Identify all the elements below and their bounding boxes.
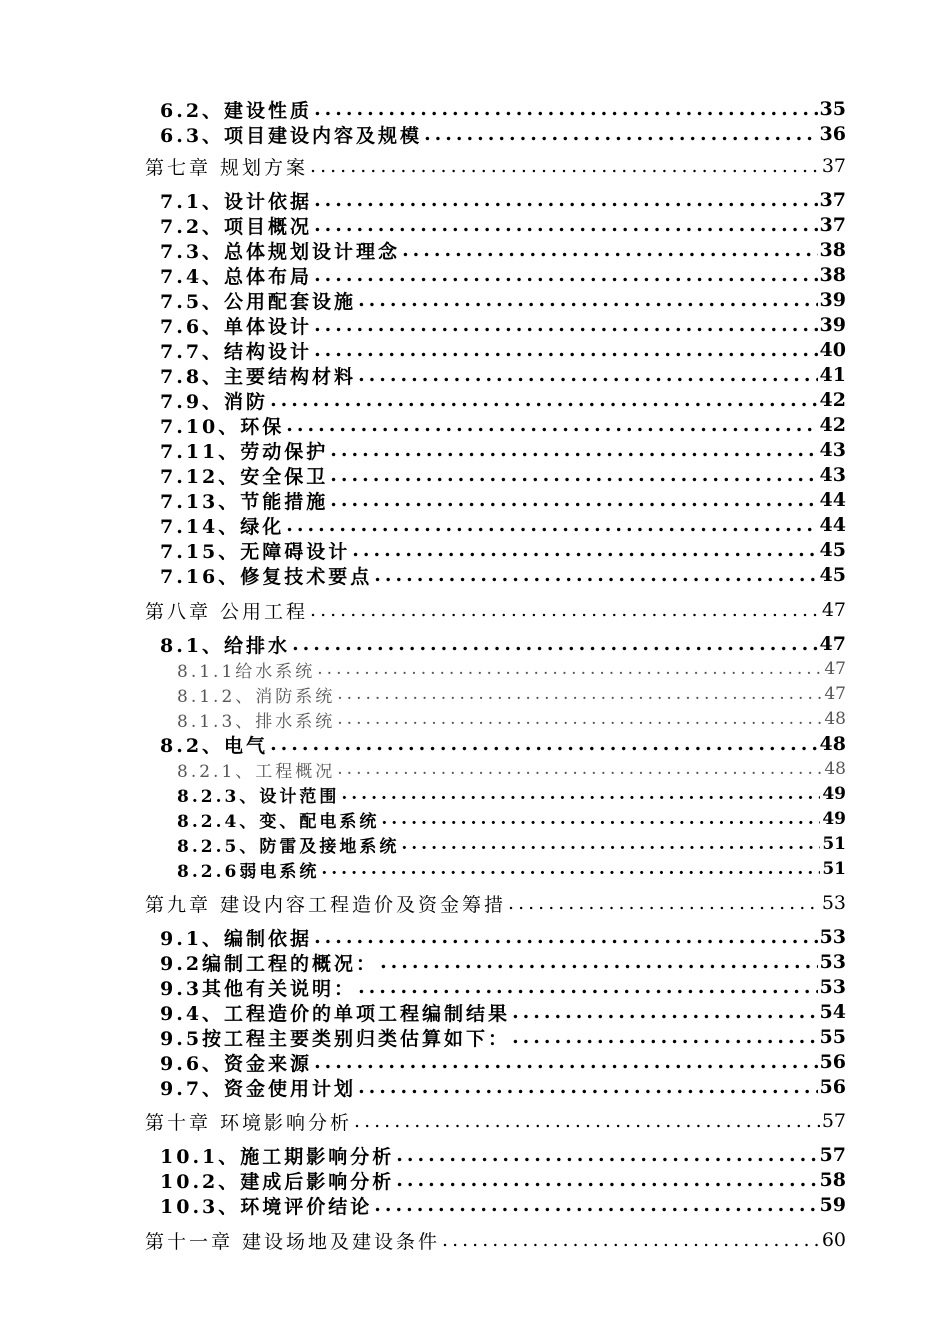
toc-entry-title: 10.3、环境评价结论: [160, 1195, 373, 1218]
toc-dot-leader: [286, 514, 817, 536]
toc-dot-leader: [270, 733, 817, 755]
toc-entry[interactable]: [0, 388, 950, 412]
toc-page-number: 60: [821, 1229, 846, 1251]
toc-page-number: 47: [824, 659, 846, 679]
toc-entry[interactable]: [0, 1000, 950, 1024]
toc-chapter-entry[interactable]: [0, 1109, 950, 1133]
toc-entry-title: 7.3、总体规划设计理念: [160, 240, 401, 263]
toc-page-number: 49: [822, 784, 846, 804]
toc-page-number: 55: [819, 1026, 846, 1048]
toc-dot-leader: [396, 1144, 817, 1166]
toc-entry-title: 第十一章 建设场地及建设条件: [145, 1230, 441, 1253]
toc-dot-leader: [374, 1194, 817, 1216]
toc-dot-leader: [401, 834, 820, 854]
toc-dot-leader: [508, 892, 820, 914]
toc-entry[interactable]: [0, 1193, 950, 1217]
toc-entry-title: 6.3、项目建设内容及规模: [160, 124, 423, 147]
toc-entry-title: 8.2.3、设计范围: [177, 786, 340, 807]
toc-dot-leader: [396, 1169, 817, 1191]
toc-page-number: 36: [819, 123, 846, 145]
toc-page-number: 48: [824, 759, 846, 779]
toc-dot-leader: [310, 155, 820, 177]
toc-entry[interactable]: [0, 1050, 950, 1074]
toc-entry-title: 7.4、总体布局: [160, 265, 313, 288]
toc-entry-title: 9.3其他有关说明：: [160, 977, 357, 1000]
toc-page-number: 45: [819, 539, 846, 561]
toc-dot-leader: [317, 659, 822, 679]
toc-page-number: 48: [824, 709, 846, 729]
toc-entry[interactable]: [0, 807, 950, 831]
toc-dot-leader: [314, 314, 817, 336]
toc-dot-leader: [337, 709, 822, 729]
toc-entry-title: 8.2.1、工程概况: [177, 761, 336, 782]
toc-page-number: 41: [819, 364, 846, 386]
toc-dot-leader: [330, 439, 817, 461]
toc-page-number: 56: [819, 1076, 846, 1098]
toc-entry-title: 9.4、工程造价的单项工程编制结果: [160, 1002, 511, 1025]
toc-page-number: 44: [819, 489, 846, 511]
toc-entry-title: 7.8、主要结构材料: [160, 365, 357, 388]
toc-dot-leader: [314, 1051, 817, 1073]
toc-page-number: 40: [819, 339, 846, 361]
toc-dot-leader: [402, 239, 817, 261]
toc-entry[interactable]: [0, 438, 950, 462]
toc-entry-title: 8.1.3、排水系统: [177, 711, 336, 732]
toc-entry-title: 7.6、单体设计: [160, 315, 313, 338]
toc-dot-leader: [374, 564, 817, 586]
toc-entry-title: 第七章 规划方案: [145, 156, 309, 179]
toc-page-number: 59: [819, 1194, 846, 1216]
toc-dot-leader: [330, 464, 817, 486]
toc-page-number: 43: [819, 439, 846, 461]
toc-entry-title: 8.2.6弱电系统: [177, 861, 320, 882]
toc-dot-leader: [512, 1001, 817, 1023]
toc-entry[interactable]: [0, 413, 950, 437]
toc-dot-leader: [314, 98, 817, 120]
toc-dot-leader: [358, 289, 817, 311]
toc-entry-title: 6.2、建设性质: [160, 99, 313, 122]
toc-entry[interactable]: [0, 950, 950, 974]
toc-entry[interactable]: [0, 313, 950, 337]
toc-entry[interactable]: [0, 857, 950, 881]
toc-dot-leader: [270, 389, 817, 411]
toc-entry[interactable]: [0, 463, 950, 487]
toc-entry-title: 9.6、资金来源: [160, 1052, 313, 1075]
toc-entry-title: 7.9、消防: [160, 390, 269, 413]
toc-page-number: 47: [824, 684, 846, 704]
toc-page-number: 49: [822, 809, 846, 829]
toc-page-number: 57: [821, 1110, 846, 1132]
toc-entry-title: 10.1、施工期影响分析: [160, 1145, 395, 1168]
toc-page-number: 48: [819, 733, 846, 755]
toc-entry-title: 7.12、安全保卫: [160, 465, 329, 488]
toc-entry[interactable]: [0, 563, 950, 587]
toc-dot-leader: [352, 539, 817, 561]
toc-chapter-entry[interactable]: [0, 1228, 950, 1252]
toc-entry[interactable]: [0, 632, 950, 656]
toc-entry[interactable]: [0, 513, 950, 537]
toc-dot-leader: [358, 364, 817, 386]
toc-page-number: 53: [819, 951, 846, 973]
toc-entry[interactable]: [0, 732, 950, 756]
toc-page-number: 38: [819, 239, 846, 261]
toc-entry-title: 7.7、结构设计: [160, 340, 313, 363]
toc-entry[interactable]: [0, 682, 950, 706]
toc-entry[interactable]: [0, 338, 950, 362]
toc-chapter-entry[interactable]: [0, 598, 950, 622]
toc-entry-title: 第十章 环境影响分析: [145, 1111, 353, 1134]
toc-page-number: 39: [819, 314, 846, 336]
toc-entry[interactable]: [0, 213, 950, 237]
toc-entry-title: 8.2.4、变、配电系统: [177, 811, 380, 832]
toc-page-number: 53: [819, 976, 846, 998]
toc-page-number: 53: [821, 892, 846, 914]
toc-entry-title: 8.1、给排水: [160, 634, 291, 657]
toc-entry-title: 第九章 建设内容工程造价及资金筹措: [145, 893, 507, 916]
toc-entry[interactable]: [0, 925, 950, 949]
toc-dot-leader: [286, 414, 817, 436]
toc-page-number: 37: [819, 189, 846, 211]
toc-page-number: 47: [821, 599, 846, 621]
toc-entry-title: 7.16、修复技术要点: [160, 565, 373, 588]
toc-entry-title: 7.15、无障碍设计: [160, 540, 351, 563]
toc-dot-leader: [358, 976, 817, 998]
toc-entry-title: 7.10、环保: [160, 415, 285, 438]
toc-dot-leader: [292, 633, 817, 655]
toc-page-number: 44: [819, 514, 846, 536]
toc-entry-title: 第八章 公用工程: [145, 600, 309, 623]
toc-page-number: 54: [819, 1001, 846, 1023]
toc-entry[interactable]: [0, 488, 950, 512]
toc-page-number: 51: [822, 834, 846, 854]
toc-entry-title: 8.2、电气: [160, 734, 269, 757]
toc-page-number: 37: [819, 214, 846, 236]
toc-page-number: 47: [819, 633, 846, 655]
toc-entry[interactable]: [0, 1168, 950, 1192]
toc-entry-title: 8.2.5、防雷及接地系统: [177, 836, 400, 857]
toc-entry-title: 7.5、公用配套设施: [160, 290, 357, 313]
toc-entry[interactable]: [0, 975, 950, 999]
toc-entry[interactable]: [0, 363, 950, 387]
toc-page-number: 39: [819, 289, 846, 311]
toc-entry-title: 8.1.1给水系统: [177, 661, 316, 682]
toc-dot-leader: [314, 926, 817, 948]
toc-entry[interactable]: [0, 1075, 950, 1099]
toc-entry[interactable]: [0, 707, 950, 731]
toc-page-number: 35: [819, 98, 846, 120]
toc-entry[interactable]: [0, 538, 950, 562]
toc-dot-leader: [314, 189, 817, 211]
toc-dot-leader: [354, 1110, 820, 1132]
toc-entry-title: 7.11、劳动保护: [160, 440, 329, 463]
toc-entry[interactable]: [0, 782, 950, 806]
toc-chapter-entry[interactable]: [0, 154, 950, 178]
toc-entry[interactable]: [0, 188, 950, 212]
toc-dot-leader: [314, 339, 817, 361]
toc-entry[interactable]: [0, 288, 950, 312]
toc-dot-leader: [310, 599, 820, 621]
toc-page-number: 53: [819, 926, 846, 948]
toc-entry[interactable]: [0, 97, 950, 121]
toc-entry[interactable]: [0, 757, 950, 781]
toc-page-number: 57: [819, 1144, 846, 1166]
toc-entry-title: 7.2、项目概况: [160, 215, 313, 238]
toc-dot-leader: [442, 1229, 820, 1251]
toc-entry[interactable]: [0, 1025, 950, 1049]
toc-chapter-entry[interactable]: [0, 891, 950, 915]
toc-dot-leader: [314, 264, 817, 286]
toc-page-number: 42: [819, 389, 846, 411]
toc-page-number: 56: [819, 1051, 846, 1073]
toc-entry-title: 9.1、编制依据: [160, 927, 313, 950]
toc-dot-leader: [380, 951, 817, 973]
toc-entry[interactable]: [0, 122, 950, 146]
toc-page-number: 37: [821, 155, 846, 177]
toc-entry-title: 7.1、设计依据: [160, 190, 313, 213]
toc-entry[interactable]: [0, 238, 950, 262]
toc-page-number: 58: [819, 1169, 846, 1191]
toc-entry-title: 7.13、节能措施: [160, 490, 329, 513]
toc-dot-leader: [358, 1076, 817, 1098]
toc-dot-leader: [330, 489, 817, 511]
toc-page-number: 38: [819, 264, 846, 286]
toc-dot-leader: [321, 859, 820, 879]
toc-page-number: 45: [819, 564, 846, 586]
toc-page-number: 42: [819, 414, 846, 436]
toc-entry-title: 7.14、绿化: [160, 515, 285, 538]
toc-dot-leader: [512, 1026, 817, 1048]
toc-entry[interactable]: [0, 1143, 950, 1167]
toc-entry-title: 8.1.2、消防系统: [177, 686, 336, 707]
toc-entry[interactable]: [0, 263, 950, 287]
toc-page-number: 51: [822, 859, 846, 879]
toc-dot-leader: [424, 123, 817, 145]
toc-entry-title: 9.7、资金使用计划: [160, 1077, 357, 1100]
toc-dot-leader: [341, 784, 820, 804]
toc-entry-title: 10.2、建成后影响分析: [160, 1170, 395, 1193]
toc-page-number: 43: [819, 464, 846, 486]
toc-entry-title: 9.5按工程主要类别归类估算如下：: [160, 1027, 511, 1050]
toc-dot-leader: [381, 809, 820, 829]
toc-entry[interactable]: [0, 832, 950, 856]
toc-dot-leader: [314, 214, 817, 236]
toc-entry-title: 9.2编制工程的概况：: [160, 952, 379, 975]
toc-entry[interactable]: [0, 657, 950, 681]
toc-dot-leader: [337, 759, 822, 779]
toc-dot-leader: [337, 684, 822, 704]
